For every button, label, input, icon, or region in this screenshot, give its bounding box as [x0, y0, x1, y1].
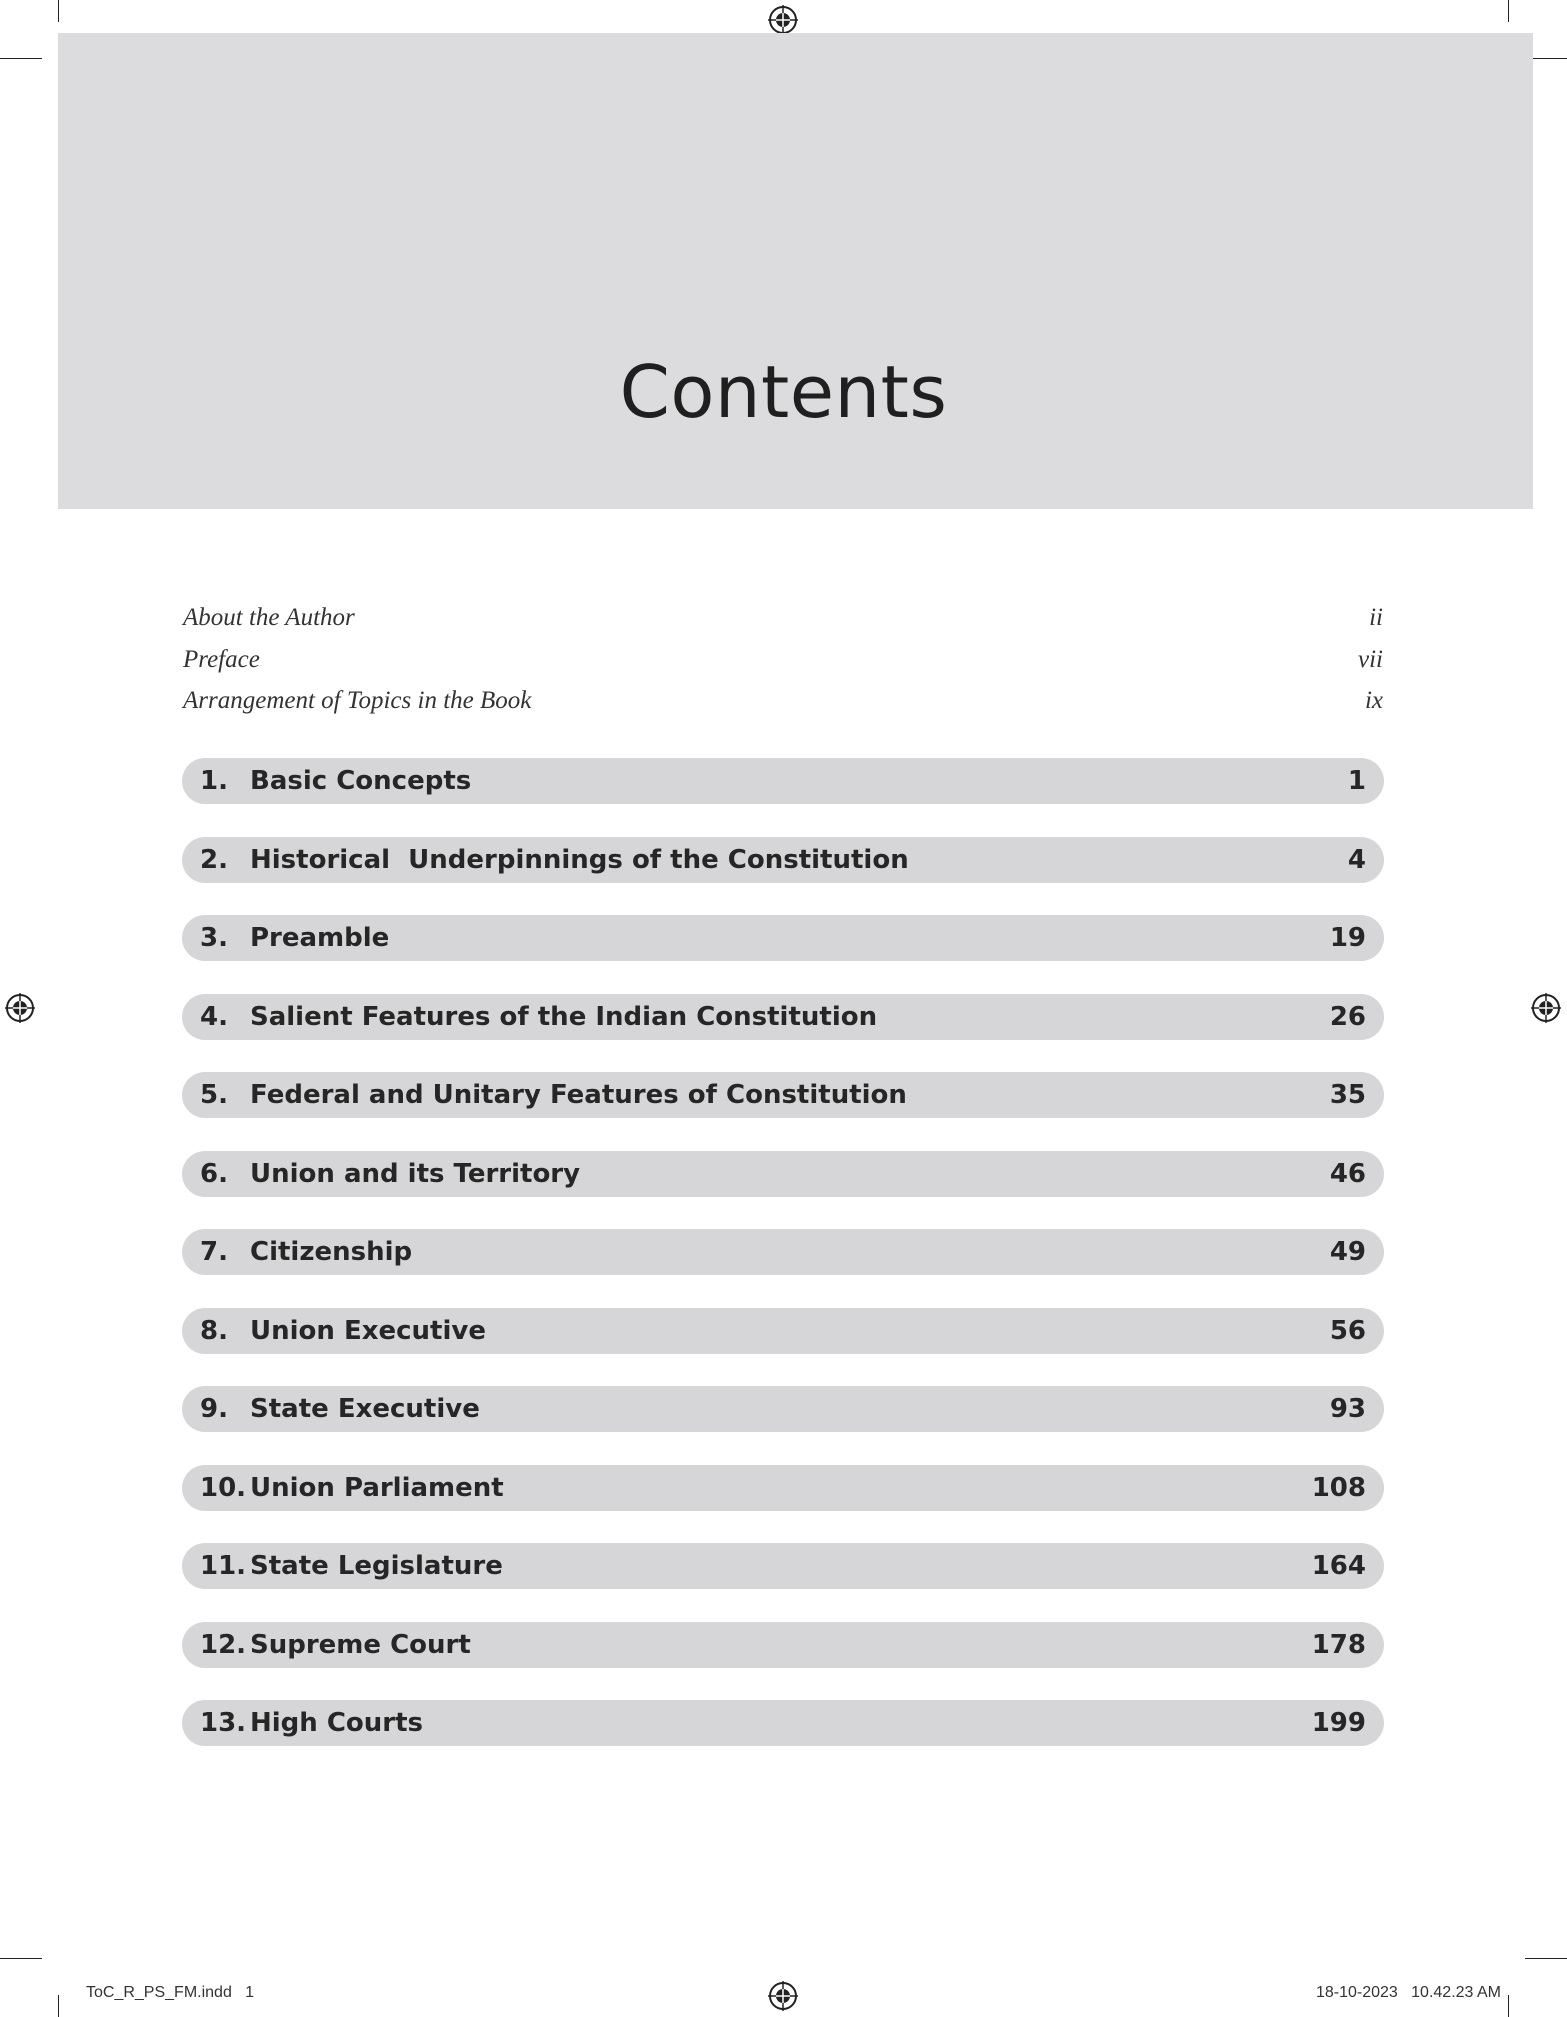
- chapter-title: Preamble: [250, 923, 390, 953]
- chapter-row[interactable]: [182, 1386, 1384, 1432]
- chapter-row[interactable]: [182, 1072, 1384, 1118]
- chapter-title: Supreme Court: [250, 1629, 471, 1660]
- chapter-row[interactable]: [182, 1622, 1384, 1668]
- crop-mark-bottom-left-v: [58, 1995, 59, 2017]
- crop-mark-bottom-left-h: [0, 1958, 42, 1959]
- chapter-title: Basic Concepts: [250, 766, 472, 796]
- chapter-title: State Executive: [250, 1394, 480, 1424]
- chapter-page: 26: [1329, 1001, 1366, 1032]
- registration-mark-icon: [768, 1981, 798, 2011]
- crop-mark-top-left-v: [58, 0, 59, 22]
- chapter-page: 164: [1311, 1551, 1366, 1581]
- chapter-number: 12.: [200, 1629, 247, 1660]
- chapter-title: Historical Underpinnings of the Constitution: [250, 844, 909, 875]
- chapter-page: 108: [1311, 1472, 1366, 1503]
- chapter-row[interactable]: [182, 1308, 1384, 1354]
- chapter-row[interactable]: [182, 1465, 1384, 1511]
- registration-mark-icon: [768, 5, 798, 35]
- header-band: [58, 33, 1533, 509]
- chapter-title: Citizenship: [250, 1237, 413, 1267]
- front-matter-label: Arrangement of Topics in the Book: [183, 687, 532, 714]
- chapter-page: 19: [1329, 923, 1366, 953]
- chapter-page: 199: [1311, 1708, 1366, 1738]
- chapter-page: 1: [1347, 766, 1366, 796]
- page-title: Contents: [619, 350, 948, 434]
- chapter-row[interactable]: [182, 758, 1384, 804]
- chapter-page: 93: [1329, 1394, 1366, 1424]
- front-matter-item[interactable]: [183, 600, 1383, 642]
- front-matter-page: ix: [1364, 687, 1383, 714]
- chapter-number: 2.: [200, 844, 228, 875]
- front-matter-label: About the Author: [183, 604, 355, 631]
- chapter-number: 9.: [200, 1394, 228, 1424]
- chapter-page: 49: [1329, 1237, 1366, 1267]
- chapter-title: Union Parliament: [250, 1472, 504, 1503]
- chapter-number: 7.: [200, 1237, 228, 1267]
- chapter-number: 8.: [200, 1315, 228, 1346]
- slug-timestamp: 18-10-2023 10.42.23 AM: [1315, 1984, 1501, 2001]
- chapter-row[interactable]: [182, 915, 1384, 961]
- chapter-number: 1.: [200, 766, 228, 796]
- front-matter-item[interactable]: [183, 642, 1383, 684]
- chapter-row[interactable]: [182, 1700, 1384, 1746]
- front-matter-label: Preface: [183, 645, 260, 673]
- chapter-row[interactable]: [182, 1151, 1384, 1197]
- chapter-title: Salient Features of the Indian Constitution: [250, 1001, 878, 1032]
- chapter-title: Federal and Unitary Features of Constitution: [250, 1080, 907, 1110]
- chapter-number: 4.: [200, 1001, 228, 1032]
- chapter-title: Union and its Territory: [250, 1158, 581, 1189]
- chapter-number: 13.: [200, 1708, 247, 1738]
- front-matter-item[interactable]: [183, 683, 1383, 725]
- chapter-page: 56: [1329, 1315, 1366, 1346]
- chapter-row[interactable]: [182, 994, 1384, 1040]
- chapter-number: 11.: [200, 1551, 247, 1581]
- chapter-number: 10.: [200, 1472, 247, 1503]
- chapter-page: 35: [1329, 1080, 1366, 1110]
- chapter-page: 4: [1347, 844, 1366, 875]
- registration-mark-icon: [5, 993, 35, 1023]
- front-matter-page: ii: [1369, 604, 1383, 631]
- front-matter-page: vii: [1358, 645, 1383, 673]
- chapter-page: 46: [1329, 1158, 1366, 1189]
- front-matter-list: [183, 600, 1383, 725]
- chapter-title: State Legislature: [250, 1551, 503, 1581]
- chapter-page: 178: [1311, 1629, 1366, 1660]
- crop-mark-top-right-v: [1508, 0, 1509, 22]
- chapter-title: High Courts: [250, 1708, 424, 1738]
- crop-mark-bottom-right-v: [1508, 1995, 1509, 2017]
- slug-file-label: ToC_R_PS_FM.indd 1: [86, 1984, 255, 2001]
- chapter-list: [182, 758, 1384, 1779]
- crop-mark-bottom-right-h: [1525, 1958, 1567, 1959]
- chapter-number: 6.: [200, 1158, 228, 1189]
- crop-mark-top-left-h: [0, 58, 42, 59]
- chapter-number: 5.: [200, 1080, 228, 1110]
- chapter-row[interactable]: [182, 1543, 1384, 1589]
- chapter-title: Union Executive: [250, 1315, 486, 1346]
- registration-mark-icon: [1531, 993, 1561, 1023]
- chapter-row[interactable]: [182, 837, 1384, 883]
- chapter-number: 3.: [200, 923, 228, 953]
- chapter-row[interactable]: [182, 1229, 1384, 1275]
